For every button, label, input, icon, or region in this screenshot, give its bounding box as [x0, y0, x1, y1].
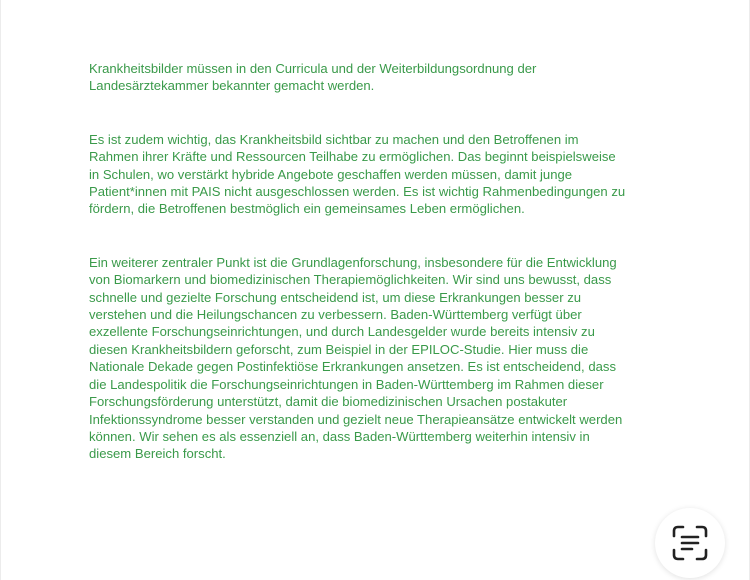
paragraph-curricula: Krankheitsbilder müssen in den Curricula und der Weiterbildungsordnung der Landesärztekammer bekannter gemacht werden. — [89, 61, 537, 94]
live-text-button[interactable] — [655, 508, 725, 578]
live-text-scan-icon — [670, 523, 710, 563]
paragraph-participation: Es ist zudem wichtig, das Krankheitsbild sichtbar zu machen und den Betroffenen im Rahmen ihrer Kräfte und Ressourcen Teilhabe zu ermöglichen. Das beginnt beispielsweise in Schulen, wo verstärkt hybride Angebote geschaffen werden müssen, damit junge Patient*innen mit PAIS nicht ausgeschlossen werden. Es ist wichtig Rahmenbedingungen zu fördern, die Betroffenen bestmöglich ein gemeinsames Leben ermöglichen. — [89, 131, 626, 217]
document-text — [89, 60, 669, 463]
page-edge-left — [0, 0, 1, 580]
paragraph-research: Ein weiterer zentraler Punkt ist die Grundlagenforschung, insbesondere für die Entwicklung von Biomarkern und biomedizinischen Therapiemöglichkeiten. Wir sind uns bewusst, dass schnelle und gezielte Forschung entscheidend ist, um diese Erkrankungen besser zu verstehen und die Heilungschancen zu verbessern. Baden-Württemberg verfügt über exzellente Forschungseinrichtungen, und durch Landesgelder wurde bereits intensiv zu diesen Krankheitsbildern geforscht, zum Beispiel in der EPILOC-Studie. Hier muss die Nationale Dekade gegen Postinfektiöse Erkrankungen ansetzen. Es ist entscheidend, dass die Landespolitik die Forschungseinrichtungen in Baden-Württemberg im Rahmen dieser Forschungsförderung unterstützt, damit die biomedizinischen Ursachen postakuter Infektionssyndrome besser verstanden und gezielt neue Therapieansätze entwickelt werden können. Wir sehen es als essenziell an, dass Baden-Württemberg weiterhin intensiv in diesem Bereich forscht. — [89, 254, 623, 462]
